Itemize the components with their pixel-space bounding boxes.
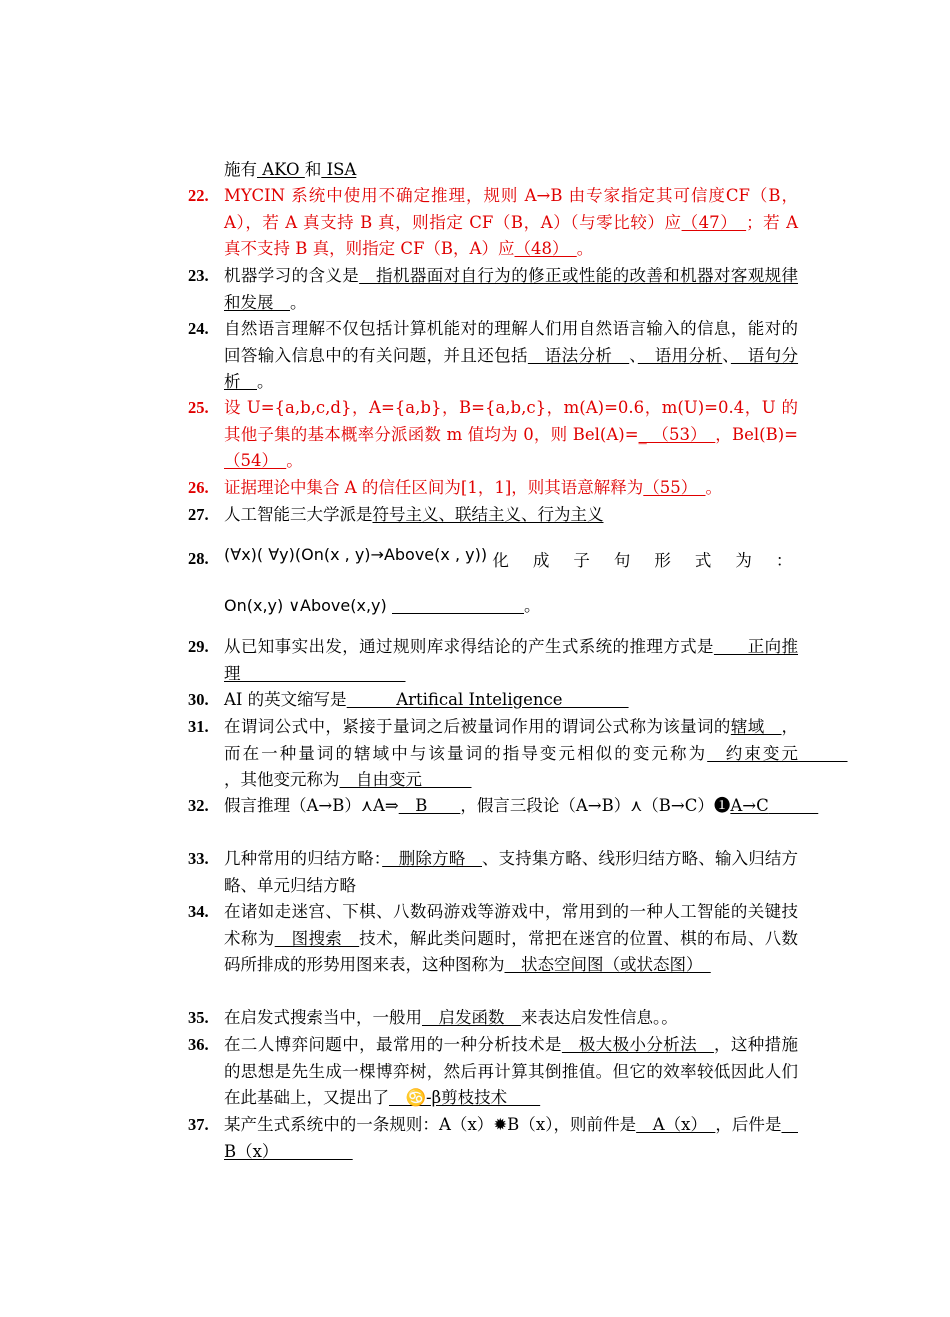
- question-number: 25.: [188, 398, 209, 417]
- question-number: 36.: [188, 1035, 209, 1054]
- answer-blank: AKO: [257, 160, 305, 179]
- answer-blank: 语用分析: [637, 345, 723, 365]
- question-number: 29.: [188, 637, 209, 656]
- answer-blank: （47）: [681, 212, 747, 232]
- text: 化成子句形式为：: [492, 551, 817, 570]
- question-33: 33. 几种常用的归结方略： 删除方略 、支持集方略、线形归结方略、输入归结方略、单元归结方略: [188, 846, 798, 899]
- answer-blank: （55）: [643, 478, 706, 497]
- question-28: 28. (∀x)( ∀y)(On(x , y)→Above(x , y)) 化成子句形式为： On(x,y) ∨Above(x,y) 。: [188, 545, 817, 615]
- question-29: 29. 从已知事实出发，通过规则库求得结论的产生式系统的推理方式是 正向推理: [188, 634, 798, 687]
- answer-blank: 指机器面对自行为的修正或性能的改善和机器对客观规律和发展: [224, 266, 799, 312]
- text: 施有: [224, 160, 257, 179]
- question-number: 26.: [188, 478, 209, 497]
- answer-blank: ISA: [321, 160, 357, 179]
- answer-blank: 自由变元: [339, 770, 472, 789]
- question-number: 22.: [188, 186, 209, 205]
- answer-blank: 符号主义、联结主义、行为主义: [372, 505, 604, 524]
- formula-quantified: (∀x)( ∀y)(On(x , y)→Above(x , y)): [224, 545, 488, 564]
- answer-blank: 语句分析: [224, 345, 799, 391]
- question-37: 37. 某产生式系统中的一条规则：A（x）✹B（x），则前件是 A（x） ，后件是 B（x）: [188, 1112, 798, 1165]
- answer-blank: _ （53）: [638, 424, 716, 444]
- answer-blank: （54）: [224, 451, 287, 470]
- question-number: 37.: [188, 1115, 209, 1134]
- question-number: 30.: [188, 690, 209, 709]
- answer-blank: （48）: [514, 239, 577, 258]
- question-number: 33.: [188, 849, 209, 868]
- question-number: 32.: [188, 796, 209, 815]
- answer-blank: 极大极小分析法: [561, 1035, 714, 1054]
- question-23: 23. 机器学习的含义是 指机器面对自行为的修正或性能的改善和机器对客观规律和发展 。: [188, 263, 798, 316]
- question-31: 31. 在谓词公式中，紧接于量词之后被量词作用的谓词公式称为该量词的辖域 ，而在一种量词的辖域中与该量词的指导变元相似的变元称为 约束变元 ，其他变元称为 自由变元: [188, 714, 798, 794]
- question-32: 32. 假言推理（A→B）⋏A⇒ B ，假言三段论（A→B）⋏（B→C）➊A→C: [188, 793, 798, 820]
- question-35: 35. 在启发式搜索当中，一般用 启发函数 来表达启发性信息。。: [188, 1005, 798, 1032]
- answer-blank: 约束变元: [707, 743, 848, 763]
- question-number: 23.: [188, 266, 209, 285]
- answer-blank: 状态空间图（或状态图）: [504, 955, 711, 974]
- text: 和: [304, 160, 322, 179]
- formula-clause: On(x,y) ∨Above(x,y): [224, 595, 387, 615]
- answer-blank: 删除方略: [382, 849, 482, 868]
- question-number: 28.: [188, 549, 209, 568]
- question-22: 22. MYCIN 系统中使用不确定推理，规则 A→B 由专家指定其可信度CF（B，A），若 A 真支持 B 真，则指定 CF（B，A）（与零比较）应（47） ；若 A 真不支持 B 真，则指定 CF（B，A）应（48） 。: [188, 183, 798, 263]
- question-26: 26. 证据理论中集合 A 的信任区间为[1，1]，则其语意解释为（55） 。: [188, 475, 798, 502]
- question-number: 35.: [188, 1008, 209, 1027]
- question-34: 34. 在诸如走迷宫、下棋、八数码游戏等游戏中，常用到的一种人工智能的关键技术称为 图搜索 技术，解此类问题时，常把在迷宫的位置、棋的布局、八数码所排成的形势用图来表，这种图称为 状态空间图（或状态图）: [188, 899, 798, 979]
- answer-blank: 正向推理: [224, 637, 799, 683]
- answer-blank: Artifical Inteligence: [346, 690, 629, 709]
- answer-blank: 启发函数: [422, 1008, 521, 1027]
- question-25: 25. 设 U={a,b,c,d}，A={a,b}，B={a,b,c}，m(A)=0.6，m(U)=0.4，U 的其他子集的基本概率分派函数 m 值均为 0，则 Bel(A)=_ （53） ，Bel(B)=（54） 。: [188, 395, 798, 475]
- question-24: 24. 自然语言理解不仅包括计算机能对的理解人们用自然语言输入的信息，能对的回答输入信息中的有关问题，并且还包括 语法分析 、 语用分析、 语句分析 。: [188, 316, 798, 396]
- question-27: 27. 人工智能三大学派是符号主义、联结主义、行为主义: [188, 502, 798, 529]
- continued-line: [224, 157, 356, 183]
- answer-blank: A（x）: [636, 1115, 716, 1134]
- question-number: 27.: [188, 505, 209, 524]
- answer-blank: A→C: [730, 796, 819, 815]
- question-30: 30. AI 的英文缩写是 Artifical Inteligence: [188, 687, 798, 714]
- answer-blank: B: [398, 796, 461, 815]
- answer-blank: 语法分析: [527, 345, 630, 365]
- answer-blank: 图搜索: [274, 928, 360, 948]
- question-number: 31.: [188, 717, 209, 736]
- answer-blank: ♋-β剪枝技术: [389, 1088, 541, 1107]
- answer-blank: [392, 596, 524, 615]
- question-36: 36. 在二人博弈问题中，最常用的一种分析技术是 极大极小分析法 ，这种措施的思想是先生成一棵博弈树，然后再计算其倒推值。但它的效率较低因此人们在此基础上，又提出了 ♋-β剪枝技术: [188, 1032, 798, 1112]
- answer-blank: B（x）: [224, 1115, 798, 1161]
- question-number: 34.: [188, 902, 209, 921]
- question-number: 24.: [188, 319, 209, 338]
- answer-blank: 辖域: [730, 717, 782, 736]
